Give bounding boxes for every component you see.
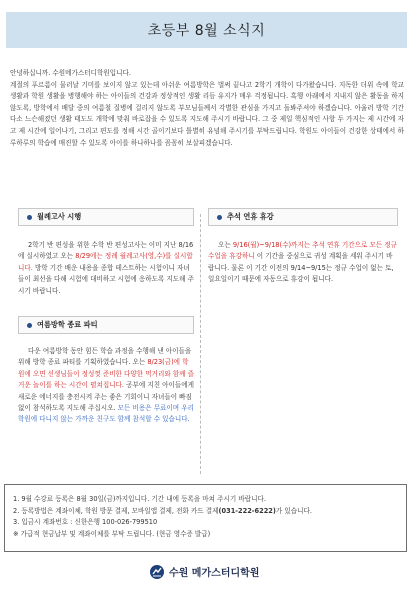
- party-free-note: 모든 비용은 무료이며 우리 학원에 다니지 않는 가까운 친구도 함께 참석할 수 있습니다.: [18, 404, 195, 424]
- holiday-heading: 추석 연휴 휴강: [227, 212, 274, 221]
- notice-line-3: 3. 입금시 계좌번호 : 신한은행 100-026-799510: [13, 518, 158, 526]
- monthly-test-text-1: 2학기 반 편성을 위한 수학 반 편성고사는 이미 지난 8/16에 실시하였고 오는: [18, 241, 194, 261]
- intro-body: 계절의 푸르름이 물러날 기미를 보이지 않고 있는데 아쉬운 여름방학은 벌써 끝나고 2학기 개학이 다가왔습니다. 지독한 더위 속에 학교 생활과 학원 생활을 병행해야 하는 아이들의 건강과 정상적인 생활 리듬 유지가 매우 걱정됩니다. 혹행 아래에서 지내지 않은 활동을 하지 않도록, 방학에서 배달 중의 여름철 질병에 걸리지 않도록 부모님들께서 각별한 관심을 가지고 돌봐주셔야 하겠습니다. 아울러 방학 기간 다소 느슨해졌던 생활 태도도 개학에 맞춰 바로잡을 수 있도록 지도해 주시기 바랍니다. 그 중 제일 핵심적인 사항 두 가지는 제 시간에 자고 제 시간에 일어나기, 그리고 편도를 정해 시간 골이기보다 틀별히 유념해 주시기를 부탁드립니다. 학원도 아이들이 건강한 상태에서 하루하루의 학습에 매진할 수 있도록 아이를 하나하나를 꼼꼼히 보살피겠습니다.: [10, 80, 404, 147]
- holiday-text-2: 이 기간을 중심으로 귀성 계획을 세워 주시기 바랍니다. 물론 이 기간 이전의 9/14~9/15는 정규 수업이 없는 토, 일요일이기 때문에 자동으로 휴강이 됩니다.: [208, 252, 394, 284]
- party-text-1: 다운 여름방학 동안 힘든 학습 과정을 수행해 낸 아이들을 위해 방학 종료 파티를 기획하였습니다. 오는: [18, 347, 192, 367]
- title-banner: [6, 12, 407, 48]
- party-heading-box: [18, 316, 194, 334]
- party-text-2: 공부에 지친 아이들에게 새로운 에너지를 충전시켜 주는 좋은 기회이니 자녀들이 빠짐없이 참석하도록 지도해 주십시오.: [18, 381, 195, 413]
- notice-line-4: ※ 가급적 현금납부 및 계좌이체를 부탁 드립니다. (현금 영수증 발급): [13, 529, 211, 538]
- logo-text: 수원 메가스터디학원: [169, 568, 260, 579]
- holiday-highlight: 9/16(월)~9/18(수)까지는 추석 연휴 기간으로 모든 정규 수업을 휴강하니: [208, 241, 398, 261]
- notice-line-2-a: 2. 등록방법은 계좌이체, 학원 방문 결제, 모바일앱 결제, 전화 카드 결제: [13, 506, 219, 515]
- column-divider: [200, 214, 201, 474]
- bullet-dot-icon: [27, 323, 32, 328]
- monthly-test-text-2: 방학 기간 배운 내용을 종합 테스트하는 시험이니 자녀들이 최선을 다해 시험에 대비하고 시험에 응하도록 지도해 주시기 바랍니다.: [18, 263, 195, 295]
- monthly-test-heading: 월례고사 시행: [37, 212, 82, 221]
- monthly-test-highlight: 8/29에는 정례 월례고사(영,수)를 실시합니다.: [18, 252, 193, 272]
- notice-line-2-c: 가 있습니다.: [275, 506, 312, 515]
- notice-line-2: [13, 506, 398, 518]
- page-title: 초등부 8월 소식지: [147, 23, 266, 39]
- academy-logo: [150, 564, 259, 579]
- monthly-test-text: [18, 240, 194, 297]
- holiday-heading-box: [208, 208, 398, 226]
- bullet-dot-icon: [217, 215, 222, 220]
- payment-notice-box: [4, 484, 407, 552]
- party-text: [18, 346, 194, 426]
- logo-mark-icon: [150, 565, 164, 579]
- phone-number: (031-222-6222): [218, 506, 276, 515]
- holiday-text: [208, 240, 398, 286]
- holiday-text-1: 오는: [218, 241, 233, 249]
- notice-line-1: 1. 9월 수강료 등록은 8월 30일(금)까지입니다. 기간 내에 등록을 마쳐 주시기 바랍니다.: [13, 495, 266, 503]
- intro-greeting: 안녕하십니까. 수원메가스터디학원입니다.: [10, 69, 131, 77]
- bullet-dot-icon: [27, 215, 32, 220]
- party-highlight: 8/23(금)에 학원에 오면 선생님들이 정성껏 준비한 다양한 먹거리와 함께 즐거운 놀이를 하는 시간이 펼쳐집니다.: [18, 358, 195, 390]
- monthly-test-heading-box: [18, 208, 194, 226]
- party-section: [18, 316, 194, 426]
- monthly-test-section: [18, 208, 194, 297]
- intro-section: [10, 68, 404, 149]
- holiday-section: [208, 208, 398, 286]
- party-heading: 여름방학 종료 파티: [37, 320, 98, 329]
